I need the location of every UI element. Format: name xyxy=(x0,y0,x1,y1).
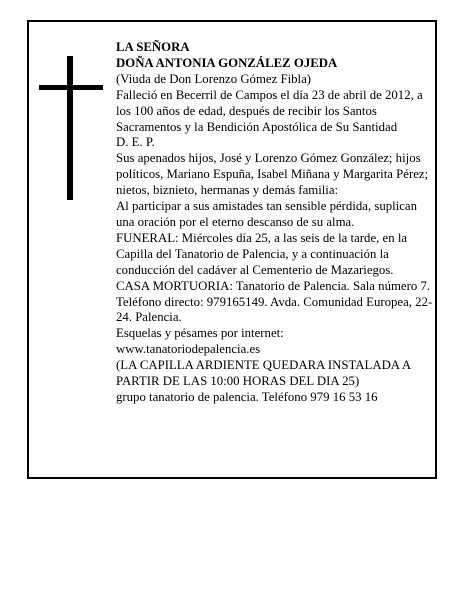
widow-of: (Viuda de Don Lorenzo Gómez Fibla) xyxy=(116,71,312,86)
obituary-text xyxy=(116,40,436,406)
family-list: Sus apenados hijos, José y Lorenzo Gómez González; hijos políticos, Mariano Espuña, Isabel Miñana y Margarita Pérez; nietos, biznieto, hermanas y demás familia: xyxy=(116,151,429,198)
rip: D. E. P. xyxy=(116,135,155,150)
footer-contact: grupo tanatorio de palencia. Teléfono 979 16 53 16 xyxy=(116,389,378,404)
website-link[interactable]: www.tanatoriodepalencia.es xyxy=(116,342,261,357)
death-details: Falleció en Becerril de Campos el día 23 de abril de 2012, a los 100 años de edad, después de recibir los Santos Sacramentos y la Bendición Apostólica de Su Santidad xyxy=(116,87,423,134)
prayer-request: Al participar a sus amistades tan sensible pérdida, suplican una oración por el eterno descanso de su alma. xyxy=(116,199,417,229)
cross-horizontal-bar xyxy=(39,85,103,90)
obituary-notice xyxy=(27,20,437,479)
deceased-name: DOÑA ANTONIA GONZÁLEZ OJEDA xyxy=(116,55,338,70)
funeral-details: FUNERAL: Miércoles día 25, a las seis de la tarde, en la Capilla del Tanatorio de Palencia, y a continuación la conducción del cadáver al Cementerio de Mazariegos. xyxy=(116,230,408,277)
salutation: LA SEÑORA xyxy=(116,40,190,54)
mortuary-details: CASA MORTUORIA: Tanatorio de Palencia. Sala número 7. Teléfono directo: 979165149. Avda. Comunidad Europea, 22-24. Palencia. xyxy=(116,278,433,325)
chapel-notice: (LA CAPILLA ARDIENTE QUEDARA INSTALADA A PARTIR DE LAS 10:00 HORAS DEL DIA 25) xyxy=(116,358,411,389)
cross-vertical-bar xyxy=(67,56,73,200)
online-label: Esquelas y pésames por internet: xyxy=(116,326,284,341)
